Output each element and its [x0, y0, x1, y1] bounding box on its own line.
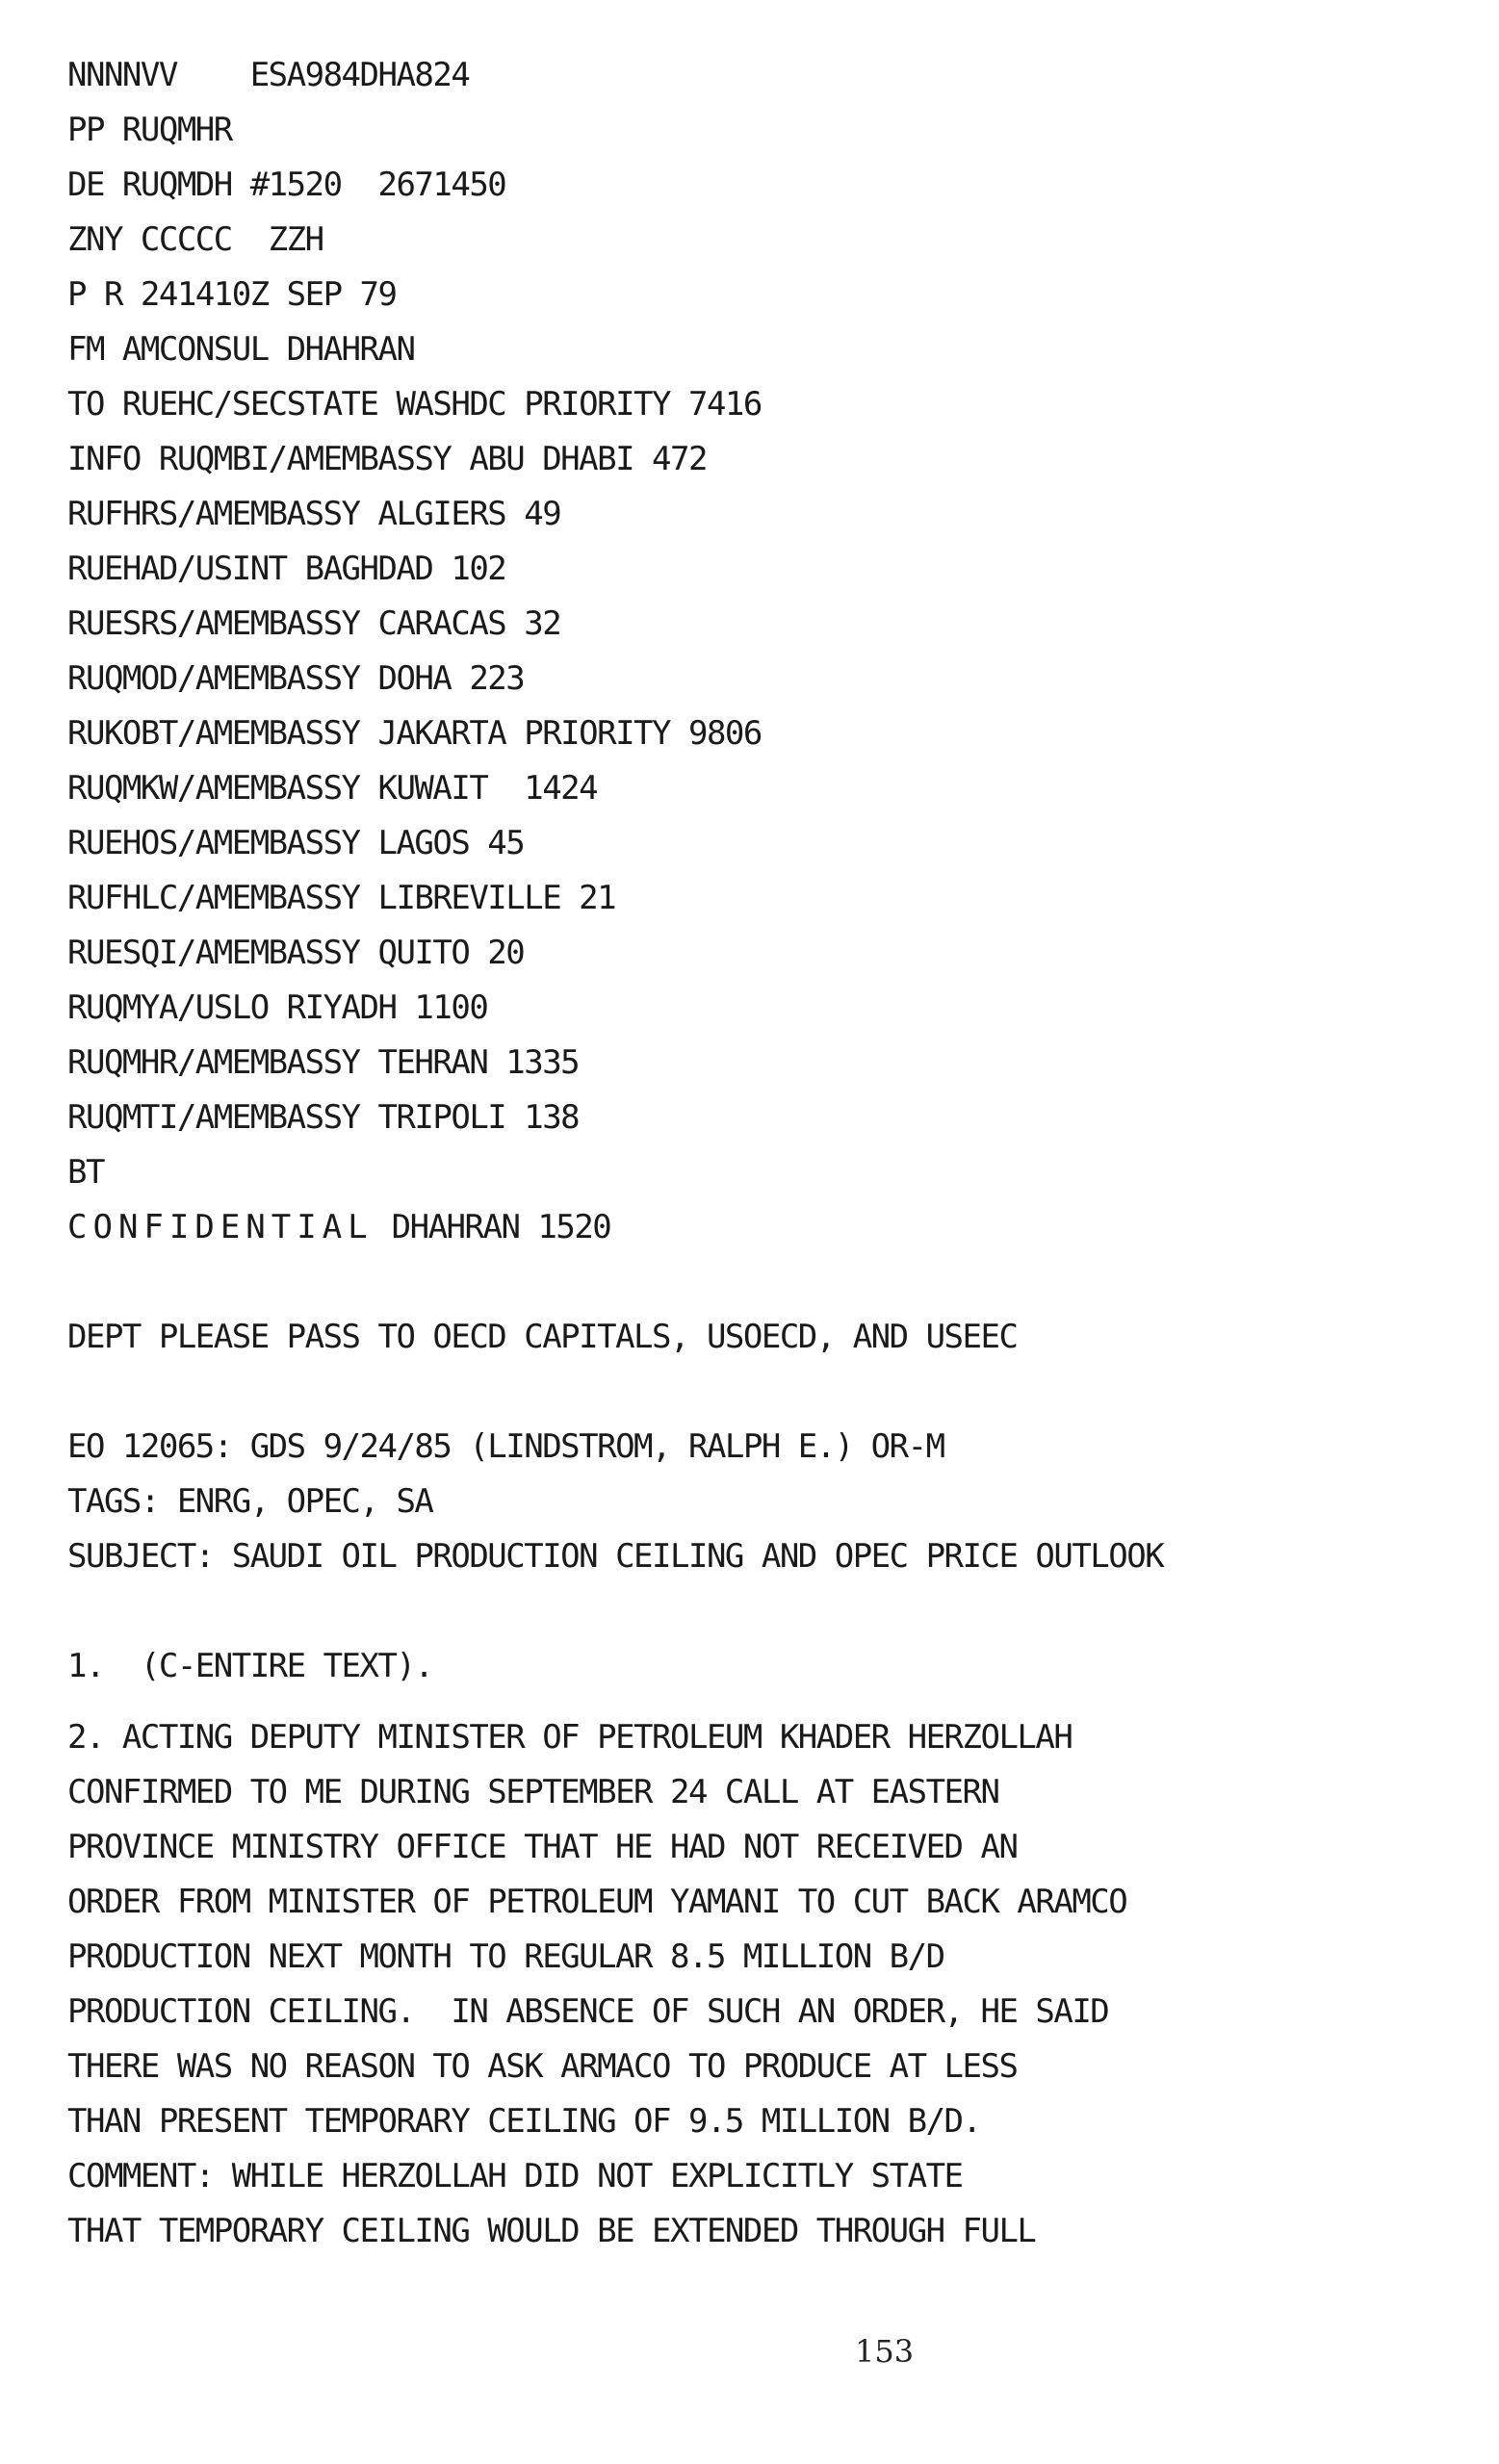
header-line: BT	[67, 1153, 104, 1192]
header-line: P R 241410Z SEP 79	[67, 275, 397, 314]
header-line: PP RUQMHR	[67, 111, 232, 149]
header-line: RUQMKW/AMEMBASSY KUWAIT 1424	[67, 769, 598, 808]
header-line: RUQMYA/USLO RIYADH 1100	[67, 988, 488, 1027]
classification-marking: CONFIDENTIAL	[67, 1208, 374, 1246]
header-line: RUFHLC/AMEMBASSY LIBREVILLE 21	[67, 879, 616, 917]
page-number: 153	[855, 2333, 915, 2370]
header-line: RUEHOS/AMEMBASSY LAGOS 45	[67, 824, 525, 862]
header-line: RUQMOD/AMEMBASSY DOHA 223	[67, 659, 525, 698]
paragraph-2-line: PRODUCTION NEXT MONTH TO REGULAR 8.5 MILLION B/D	[67, 1938, 944, 1976]
header-line: RUESRS/AMEMBASSY CARACAS 32	[67, 604, 561, 643]
header-line: RUQMTI/AMEMBASSY TRIPOLI 138	[67, 1098, 580, 1137]
header-line: RUQMHR/AMEMBASSY TEHRAN 1335	[67, 1043, 580, 1082]
classification-line	[67, 1208, 610, 1246]
eo-line: EO 12065: GDS 9/24/85 (LINDSTROM, RALPH E.) OR-M	[67, 1427, 944, 1466]
header-line: INFO RUQMBI/AMEMBASSY ABU DHABI 472	[67, 440, 707, 478]
header-line: RUEHAD/USINT BAGHDAD 102	[67, 550, 506, 588]
paragraph-2-line: PROVINCE MINISTRY OFFICE THAT HE HAD NOT RECEIVED AN	[67, 1828, 1018, 1866]
paragraph-2-line: CONFIRMED TO ME DURING SEPTEMBER 24 CALL AT EASTERN	[67, 1773, 999, 1811]
header-line: DE RUQMDH #1520 2671450	[67, 166, 506, 204]
paragraph-2-line: THERE WAS NO REASON TO ASK ARMACO TO PRODUCE AT LESS	[67, 2047, 1018, 2086]
paragraph-2-line: 2. ACTING DEPUTY MINISTER OF PETROLEUM KHADER HERZOLLAH	[67, 1718, 1073, 1757]
paragraph-2-line: THAT TEMPORARY CEILING WOULD BE EXTENDED THROUGH FULL	[67, 2212, 1036, 2250]
header-line: RUFHRS/AMEMBASSY ALGIERS 49	[67, 495, 561, 533]
classification-place: DHAHRAN 1520	[391, 1208, 611, 1246]
paragraph-2-line: PRODUCTION CEILING. IN ABSENCE OF SUCH AN ORDER, HE SAID	[67, 1992, 1109, 2031]
subject-line: SUBJECT: SAUDI OIL PRODUCTION CEILING AND OPEC PRICE OUTLOOK	[67, 1537, 1164, 1576]
pass-instructions: DEPT PLEASE PASS TO OECD CAPITALS, USOECD, AND USEEC	[67, 1318, 1018, 1356]
paragraph-2-line: THAN PRESENT TEMPORARY CEILING OF 9.5 MILLION B/D.	[67, 2102, 981, 2141]
header-line: TO RUEHC/SECSTATE WASHDC PRIORITY 7416	[67, 385, 762, 424]
header-line: ZNY CCCCC ZZH	[67, 220, 323, 259]
paragraph-1: 1. (C-ENTIRE TEXT).	[67, 1647, 433, 1685]
header-line: RUKOBT/AMEMBASSY JAKARTA PRIORITY 9806	[67, 714, 762, 753]
header-line: FM AMCONSUL DHAHRAN	[67, 330, 415, 369]
header-line: NNNNVV ESA984DHA824	[67, 56, 470, 94]
header-line: RUESQI/AMEMBASSY QUITO 20	[67, 934, 525, 972]
paragraph-2-line: COMMENT: WHILE HERZOLLAH DID NOT EXPLICITLY STATE	[67, 2157, 963, 2195]
tags-line: TAGS: ENRG, OPEC, SA	[67, 1482, 433, 1521]
paragraph-2-line: ORDER FROM MINISTER OF PETROLEUM YAMANI TO CUT BACK ARAMCO	[67, 1883, 1127, 1921]
